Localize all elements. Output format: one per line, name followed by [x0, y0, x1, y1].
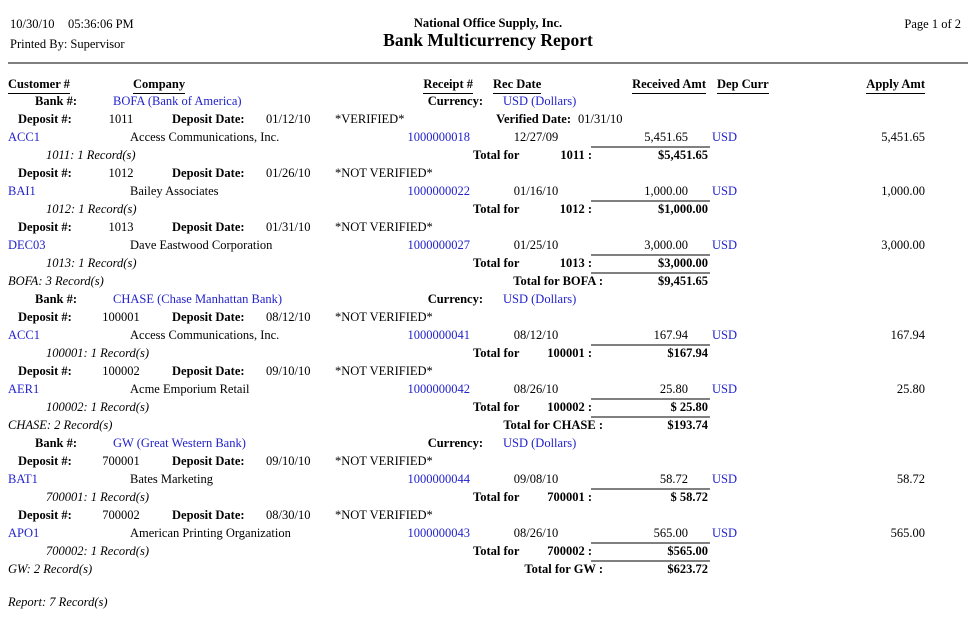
deposit-record-count: 1013: 1 Record(s) — [46, 256, 137, 270]
dep-curr-link[interactable]: USD — [712, 238, 738, 252]
deposit-number: 100002 — [102, 364, 140, 378]
customer-code-link[interactable]: BAI1 — [8, 184, 36, 198]
currency-label: Currency: — [427, 94, 483, 108]
deposit-number: 100001 — [102, 310, 140, 324]
total-for-label: Total for — [473, 202, 520, 216]
total-for-label: Total for — [473, 400, 520, 414]
dep-curr-link[interactable]: USD — [712, 328, 738, 342]
rec-date-cell: 08/26/10 — [513, 382, 559, 396]
rec-date-cell: 01/25/10 — [513, 238, 559, 252]
dep-curr-link[interactable]: USD — [712, 130, 738, 144]
bank-code-link[interactable]: BOFA (Bank of America) — [113, 94, 242, 108]
receipt-number-link[interactable]: 1000000018 — [407, 130, 470, 144]
receipt-number-link[interactable]: 1000000043 — [407, 526, 470, 540]
apply-amt-cell: 167.94 — [890, 328, 925, 342]
deposit-date: 08/12/10 — [266, 310, 311, 324]
apply-amt-cell: 58.72 — [896, 472, 925, 486]
deposit-number-label: Deposit #: — [18, 166, 72, 180]
deposit-date: 01/31/10 — [266, 220, 311, 234]
rec-date-cell: 08/26/10 — [513, 526, 559, 540]
deposit-date: 01/26/10 — [266, 166, 311, 180]
deposit-number: 1011 — [108, 112, 134, 126]
bank-code-link[interactable]: GW (Great Western Bank) — [113, 436, 246, 450]
dep-curr-link[interactable]: USD — [712, 382, 738, 396]
total-key: 700001 : — [547, 490, 592, 504]
company-cell: Dave Eastwood Corporation — [130, 238, 273, 252]
col-header-received-amt: Received Amt — [632, 77, 706, 94]
col-header-customer: Customer # — [8, 77, 70, 94]
total-key: 700002 : — [547, 544, 592, 558]
total-for-label: Total for — [473, 346, 520, 360]
deposit-date-label: Deposit Date: — [172, 508, 245, 522]
company-name: National Office Supply, Inc. — [413, 16, 563, 30]
verified-status: *NOT VERIFIED* — [335, 220, 433, 234]
currency-value[interactable]: USD (Dollars) — [503, 436, 577, 450]
deposit-record-count: 1012: 1 Record(s) — [46, 202, 137, 216]
received-amt-cell: 565.00 — [653, 526, 688, 540]
company-cell: Access Communications, Inc. — [130, 328, 280, 342]
report-record-count: Report: 7 Record(s) — [8, 595, 108, 609]
col-header-receipt: Receipt # — [423, 77, 473, 94]
total-for-label: Total for — [473, 148, 520, 162]
total-value: $3,000.00 — [658, 256, 708, 270]
verified-status: *NOT VERIFIED* — [335, 364, 433, 378]
col-header-rec-date: Rec Date — [493, 77, 541, 94]
total-key: 1011 : — [560, 148, 592, 162]
total-value: $1,000.00 — [658, 202, 708, 216]
customer-code-link[interactable]: APO1 — [8, 526, 40, 540]
deposit-date-label: Deposit Date: — [172, 310, 245, 324]
receipt-number-link[interactable]: 1000000044 — [407, 472, 470, 486]
company-cell: Bailey Associates — [130, 184, 219, 198]
company-cell: Acme Emporium Retail — [130, 382, 250, 396]
deposit-date-label: Deposit Date: — [172, 454, 245, 468]
deposit-date: 08/30/10 — [266, 508, 311, 522]
bank-number-label: Bank #: — [35, 292, 78, 306]
bank-total-value: $9,451.65 — [658, 274, 708, 288]
report-date: 10/30/10 — [10, 17, 55, 31]
verified-status: *NOT VERIFIED* — [335, 508, 433, 522]
total-key: 1012 : — [559, 202, 592, 216]
apply-amt-cell: 25.80 — [896, 382, 925, 396]
deposit-number-label: Deposit #: — [18, 310, 72, 324]
received-amt-cell: 58.72 — [659, 472, 688, 486]
verified-date: 01/31/10 — [578, 112, 623, 126]
customer-code-link[interactable]: DEC03 — [8, 238, 46, 252]
total-for-label: Total for — [473, 256, 520, 270]
deposit-number: 700002 — [102, 508, 140, 522]
deposit-number: 700001 — [102, 454, 140, 468]
total-value: $5,451.65 — [658, 148, 708, 162]
rec-date-cell: 01/16/10 — [513, 184, 559, 198]
company-cell: Access Communications, Inc. — [130, 130, 280, 144]
dep-curr-link[interactable]: USD — [712, 472, 738, 486]
deposit-number-label: Deposit #: — [18, 508, 72, 522]
verified-status: *NOT VERIFIED* — [335, 166, 433, 180]
total-value: $167.94 — [667, 346, 708, 360]
deposit-date: 09/10/10 — [266, 454, 311, 468]
received-amt-cell: 25.80 — [659, 382, 688, 396]
total-key: 100001 : — [547, 346, 592, 360]
deposit-number-label: Deposit #: — [18, 454, 72, 468]
deposit-record-count: 100002: 1 Record(s) — [46, 400, 149, 414]
customer-code-link[interactable]: ACC1 — [8, 130, 40, 144]
received-amt-cell: 3,000.00 — [644, 238, 688, 252]
currency-value[interactable]: USD (Dollars) — [503, 292, 577, 306]
apply-amt-cell: 5,451.65 — [881, 130, 925, 144]
rec-date-cell: 12/27/09 — [513, 130, 559, 144]
dep-curr-link[interactable]: USD — [712, 184, 738, 198]
bank-total-label: Total for CHASE : — [503, 418, 603, 432]
bank-total-value: $623.72 — [667, 562, 708, 576]
col-header-company: Company — [133, 77, 185, 94]
received-amt-cell: 5,451.65 — [644, 130, 688, 144]
apply-amt-cell: 3,000.00 — [881, 238, 925, 252]
deposit-number-label: Deposit #: — [18, 220, 72, 234]
received-amt-cell: 1,000.00 — [644, 184, 688, 198]
customer-code-link[interactable]: AER1 — [8, 382, 40, 396]
receipt-number-link[interactable]: 1000000041 — [407, 328, 470, 342]
currency-value[interactable]: USD (Dollars) — [503, 94, 577, 108]
deposit-record-count: 100001: 1 Record(s) — [46, 346, 149, 360]
total-for-label: Total for — [473, 490, 520, 504]
deposit-number-label: Deposit #: — [18, 364, 72, 378]
customer-code-link[interactable]: ACC1 — [8, 328, 40, 342]
bank-number-label: Bank #: — [35, 94, 78, 108]
company-cell: American Printing Organization — [130, 526, 291, 540]
page-indicator: Page 1 of 2 — [904, 17, 961, 31]
col-header-apply-amt: Apply Amt — [866, 77, 925, 94]
total-key: 1013 : — [559, 256, 592, 270]
verified-status: *NOT VERIFIED* — [335, 310, 433, 324]
total-for-label: Total for — [473, 544, 520, 558]
verified-status: *NOT VERIFIED* — [335, 454, 433, 468]
receipt-number-link[interactable]: 1000000022 — [407, 184, 470, 198]
printed-by: Printed By: Supervisor — [10, 37, 125, 51]
deposit-number: 1012 — [108, 166, 134, 180]
verified-date-label: Verified Date: — [496, 112, 571, 126]
bank-total-value: $193.74 — [667, 418, 708, 432]
bank-record-count: GW: 2 Record(s) — [8, 562, 93, 576]
deposit-date: 09/10/10 — [266, 364, 311, 378]
deposit-record-count: 1011: 1 Record(s) — [46, 148, 136, 162]
deposit-date: 01/12/10 — [266, 112, 311, 126]
bank-code-link[interactable]: CHASE (Chase Manhattan Bank) — [113, 292, 283, 306]
apply-amt-cell: 565.00 — [890, 526, 925, 540]
bank-record-count: BOFA: 3 Record(s) — [8, 274, 104, 288]
verified-status: *VERIFIED* — [335, 112, 405, 126]
received-amt-cell: 167.94 — [653, 328, 688, 342]
currency-label: Currency: — [427, 436, 483, 450]
dep-curr-link[interactable]: USD — [712, 526, 738, 540]
bank-total-label: Total for BOFA : — [513, 274, 603, 288]
report-time: 05:36:06 PM — [68, 17, 134, 31]
currency-label: Currency: — [427, 292, 483, 306]
total-value: $ 25.80 — [670, 400, 708, 414]
receipt-number-link[interactable]: 1000000027 — [407, 238, 470, 252]
total-key: 100002 : — [547, 400, 592, 414]
deposit-date-label: Deposit Date: — [172, 166, 245, 180]
deposit-date-label: Deposit Date: — [172, 112, 245, 126]
deposit-record-count: 700001: 1 Record(s) — [46, 490, 149, 504]
deposit-number: 1013 — [108, 220, 134, 234]
bank-total-label: Total for GW : — [524, 562, 603, 576]
deposit-number-label: Deposit #: — [18, 112, 72, 126]
receipt-number-link[interactable]: 1000000042 — [407, 382, 470, 396]
header-divider — [8, 62, 968, 64]
rec-date-cell: 08/12/10 — [513, 328, 559, 342]
apply-amt-cell: 1,000.00 — [881, 184, 925, 198]
deposit-date-label: Deposit Date: — [172, 364, 245, 378]
company-cell: Bates Marketing — [130, 472, 213, 486]
bank-number-label: Bank #: — [35, 436, 78, 450]
bank-record-count: CHASE: 2 Record(s) — [8, 418, 113, 432]
customer-code-link[interactable]: BAT1 — [8, 472, 38, 486]
total-value: $ 58.72 — [670, 490, 708, 504]
rec-date-cell: 09/08/10 — [513, 472, 559, 486]
report-title: Bank Multicurrency Report — [383, 30, 593, 50]
deposit-date-label: Deposit Date: — [172, 220, 245, 234]
deposit-record-count: 700002: 1 Record(s) — [46, 544, 149, 558]
total-value: $565.00 — [667, 544, 708, 558]
col-header-dep-curr: Dep Curr — [717, 77, 769, 94]
